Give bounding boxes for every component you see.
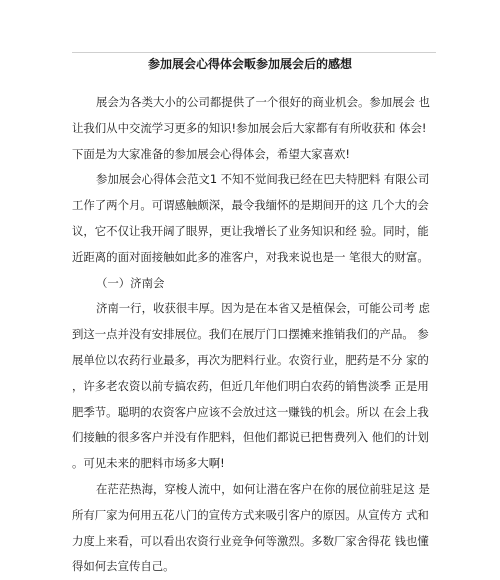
paragraph-line: 济南一行，收获很丰厚。因为是在本省又是植保会，可能公司考 虑 <box>96 301 430 316</box>
paragraph-line: 在茫茫热海，穿梭人流中，如何让潜在客户在你的展位前驻足这 是 <box>96 481 430 496</box>
paragraph-line: 肥季节。聪明的农资客户应该不会放过这一赚钱的机会。所以 在会上我 <box>72 404 429 419</box>
document-body <box>72 90 434 574</box>
paragraph-line: 参加展会心得体会范文1 不知不觉间我已经在巴夫特肥料 有限公司 <box>96 172 430 187</box>
paragraph-line: 让我们从中交流学习更多的知识!参加展会后大家都有有所收获和 体会! <box>72 120 427 135</box>
paragraph-line: 力度上来看，可以看出农资行业竞争何等激烈。多数厂家舍得花 钱也懂 <box>72 533 429 548</box>
paragraph-line: 所有厂家为何用五花八门的宣传方式来吸引客户的原因。从宣传方 式和 <box>72 507 429 522</box>
paragraph-line: 近距离的面对面接触如此多的准客户，对我来说也是一 笔很大的财富。 <box>72 249 429 264</box>
paragraph-line: 。可见未来的肥料市场多大啊! <box>72 456 225 471</box>
paragraph-line: 展会为各类大小的公司都提供了一个很好的商业机会。参加展会 也 <box>96 95 430 109</box>
paragraph-line: 展单位以农药行业最多，再次为肥料行业。农资行业，肥药是不分 家的 <box>72 352 429 367</box>
paragraph-line: 到这一点并没有安排展位。我们在展厅门口摆摊来推销我们的产品。 参 <box>72 327 429 342</box>
paragraph-line: 工作了两个月。可谓感触颇深，最令我缅怀的是期间开的这 几个大的会 <box>72 198 429 213</box>
header-rule <box>72 52 436 53</box>
paragraph-line: 议，它不仅让我开阔了眼界，更让我增长了业务知识和经 验。同时，能 <box>72 223 429 238</box>
document-title: 参加展会心得体会畈参加展会后的感想 <box>147 57 352 71</box>
paragraph-line: 得如何去宣传自己。 <box>72 559 175 574</box>
paragraph-line: 们接触的很多客户并没有作肥料，但他们都说已把售费列入 他们的计划 <box>72 430 429 445</box>
paragraph-line: ，许多老农资以前专搞农药，但近几年他们明白农药的销售淡季 正是用 <box>72 378 429 393</box>
section-heading: （一）济南会 <box>96 275 165 290</box>
paragraph-line: 下面是为大家准备的参加展会心得体会，希望大家喜欢! <box>72 146 350 161</box>
